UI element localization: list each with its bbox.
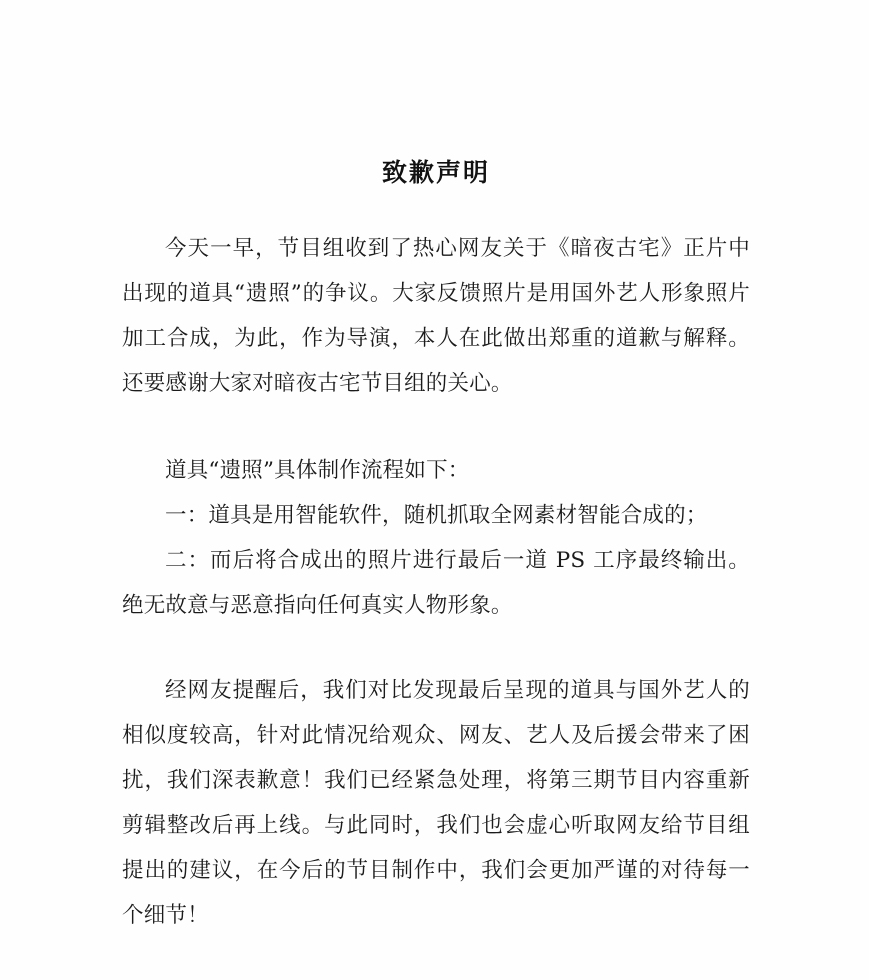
paragraph-spacer-2 — [122, 628, 750, 668]
document-body — [122, 0, 750, 938]
paragraph-block-closing — [122, 668, 750, 938]
paragraph-block-process — [122, 448, 750, 628]
paragraph-process-item-1: 一：道具是用智能软件，随机抓取全网素材智能合成的； — [165, 503, 708, 528]
paragraph-spacer-1 — [122, 406, 750, 448]
paragraph-opening: 今天一早，节目组收到了热心网友关于《暗夜古宅》正片中出现的道具“遗照”的争议。大家反馈照片是用国外艺人形象照片加工合成，为此，作为导演，本人在此做出郑重的道歉与解释。还要感谢大家对暗夜古宅节目组的关心。 — [122, 236, 750, 396]
paragraph-process-intro: 道具“遗照”具体制作流程如下： — [165, 458, 470, 483]
paragraph-closing: 经网友提醒后，我们对比发现最后呈现的道具与国外艺人的相似度较高，针对此情况给观众、网友、艺人及后援会带来了困扰，我们深表歉意！我们已经紧急处理，将第三期节目内容重新剪辑整改后再上线。与此同时，我们也会虚心听取网友给节目组提出的建议，在今后的节目制作中，我们会更加严谨的对待每一个细节！ — [122, 678, 750, 928]
paragraph-block-opening — [122, 226, 750, 406]
page-title: 致歉声明 — [381, 158, 490, 187]
paragraph-process-item-2: 二：而后将合成出的照片进行最后一道 PS 工序最终输出。绝无故意与恶意指向任何真实人物形象。 — [122, 548, 750, 618]
